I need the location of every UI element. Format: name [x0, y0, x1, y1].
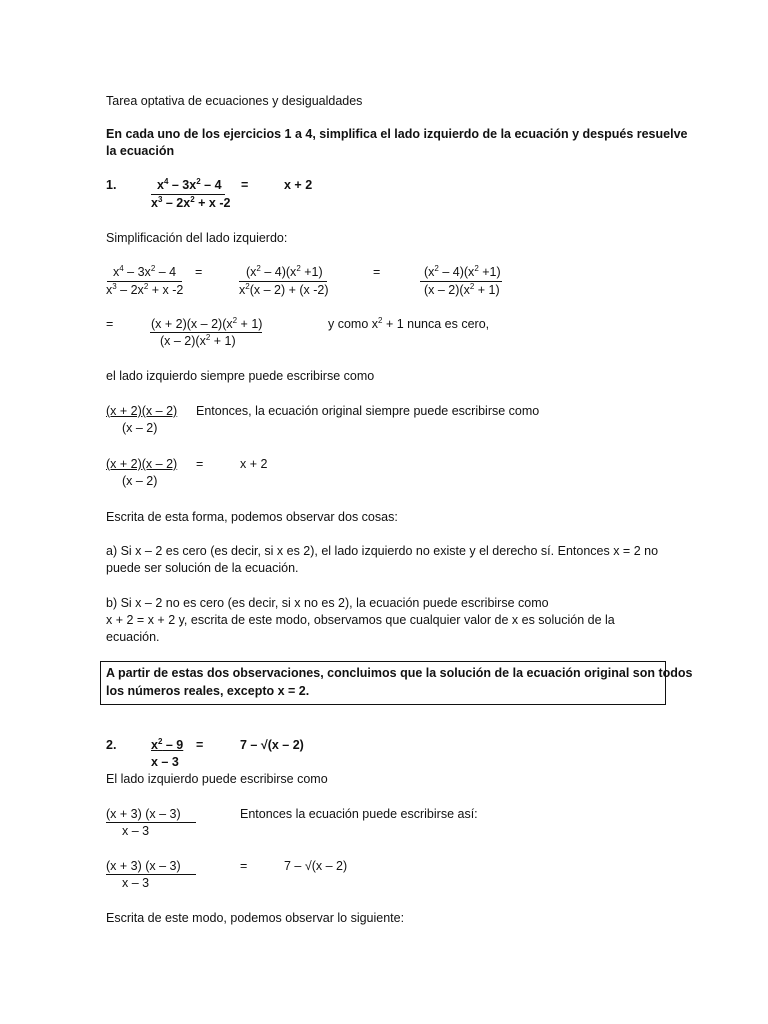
- ex2-observe-text: Escrita de este modo, podemos observar lo siguiente:: [106, 911, 405, 925]
- simp-frac-1-den: $x^3 - 2x^2 + x$ -2: [106, 282, 184, 297]
- exercise-1-number: 1.: [106, 178, 117, 192]
- ex2-frac-num-2: (x + 3) (x – 3): [106, 859, 181, 873]
- ex2-frac-num: (x + 3) (x – 3): [106, 807, 181, 821]
- conclusion-line-1: A partir de estas dos observaciones, concluimos que la solución de la ecuación original son todos: [106, 666, 693, 680]
- observation-b-line-3: ecuación.: [106, 630, 160, 644]
- fraction-bar: [106, 822, 196, 823]
- reduced-frac-den: (x – 2): [122, 421, 158, 435]
- observation-a-line-2: puede ser solución de la ecuación.: [106, 561, 299, 575]
- rhs-2: x + 2: [240, 457, 268, 471]
- observation-a-line-1: a) Si x – 2 es cero (es decir, si x es 2), el lado izquierdo no existe y el derecho sí. Entonces x = 2 no: [106, 544, 659, 558]
- equals-sign: =: [240, 859, 248, 873]
- instructions-line-2: la ecuación: [106, 144, 175, 158]
- ex2-denominator: x – 3: [151, 755, 179, 769]
- reduced-frac-num-2: (x + 2)(x – 2): [106, 457, 178, 471]
- ex2-left-side-text: El lado izquierdo puede escribirse como: [106, 772, 328, 786]
- equals-sign: =: [241, 178, 249, 192]
- observation-b-line-1: b) Si x – 2 no es cero (es decir, si x no es 2), la ecuación puede escribirse como: [106, 596, 549, 610]
- ex1-rhs: x + 2: [284, 178, 313, 192]
- ex2-numerator: $x^2 - 9$: [151, 737, 184, 752]
- conclusion-line-2: los números reales, excepto x = 2.: [106, 684, 310, 698]
- simp-frac-3-den: $(x - 2)(x^2 + 1)$: [424, 282, 500, 297]
- instructions-line-1: En cada uno de los ejercicios 1 a 4, simplifica el lado izquierdo de la ecuación y después resuelve: [106, 127, 688, 141]
- reduced-frac-den-2: (x – 2): [122, 474, 158, 488]
- left-side-text: el lado izquierdo siempre puede escribirse como: [106, 369, 375, 383]
- simp-frac-4-den: $(x - 2)(x^2 + 1)$: [160, 333, 236, 348]
- equals-sign: =: [196, 457, 204, 471]
- fraction-bar: [106, 874, 196, 875]
- simp-frac-2-den: $x^2(x - 2) + (x$ -2): [239, 282, 329, 297]
- ex2-then-text: Entonces la ecuación puede escribirse así:: [240, 807, 478, 821]
- then-text: Entonces, la ecuación original siempre puede escribirse como: [196, 404, 540, 418]
- simplification-heading: Simplificación del lado izquierdo:: [106, 231, 288, 245]
- equals-sign: =: [106, 317, 114, 331]
- ex2-rhs-2: 7 – √(x – 2): [284, 859, 348, 873]
- equals-sign: =: [195, 265, 203, 279]
- simp-frac-1-num: $x^4 - 3x^2 - 4$: [113, 264, 177, 279]
- exercise-2-number: 2.: [106, 738, 117, 752]
- simp-frac-2-num: $(x^2 - 4)(x^2 +1)$: [246, 264, 323, 279]
- ex1-numerator: $x^4 - 3x^2 - 4$: [157, 177, 222, 192]
- simp-frac-4-num: $(x + 2)(x - 2)(x^2 + 1)$: [151, 316, 263, 331]
- never-zero-note: y como $x^2 + 1$ nunca es cero,: [328, 316, 490, 331]
- ex2-frac-den: x – 3: [122, 824, 150, 838]
- reduced-frac-num: (x + 2)(x – 2): [106, 404, 178, 418]
- ex2-frac-den-2: x – 3: [122, 876, 150, 890]
- equals-sign: =: [373, 265, 381, 279]
- page-title: Tarea optativa de ecuaciones y desigualdades: [106, 94, 363, 108]
- equals-sign: =: [196, 738, 204, 752]
- ex1-denominator: $x^3 - 2x^2 + x$ -2: [151, 195, 231, 210]
- observe-text: Escrita de esta forma, podemos observar dos cosas:: [106, 510, 398, 524]
- ex2-rhs: 7 – √(x – 2): [240, 738, 304, 752]
- observation-b-line-2: x + 2 = x + 2 y, escrita de este modo, observamos que cualquier valor de x es solución de la: [106, 613, 615, 627]
- simp-frac-3-num: $(x^2 - 4)(x^2 +1)$: [424, 264, 501, 279]
